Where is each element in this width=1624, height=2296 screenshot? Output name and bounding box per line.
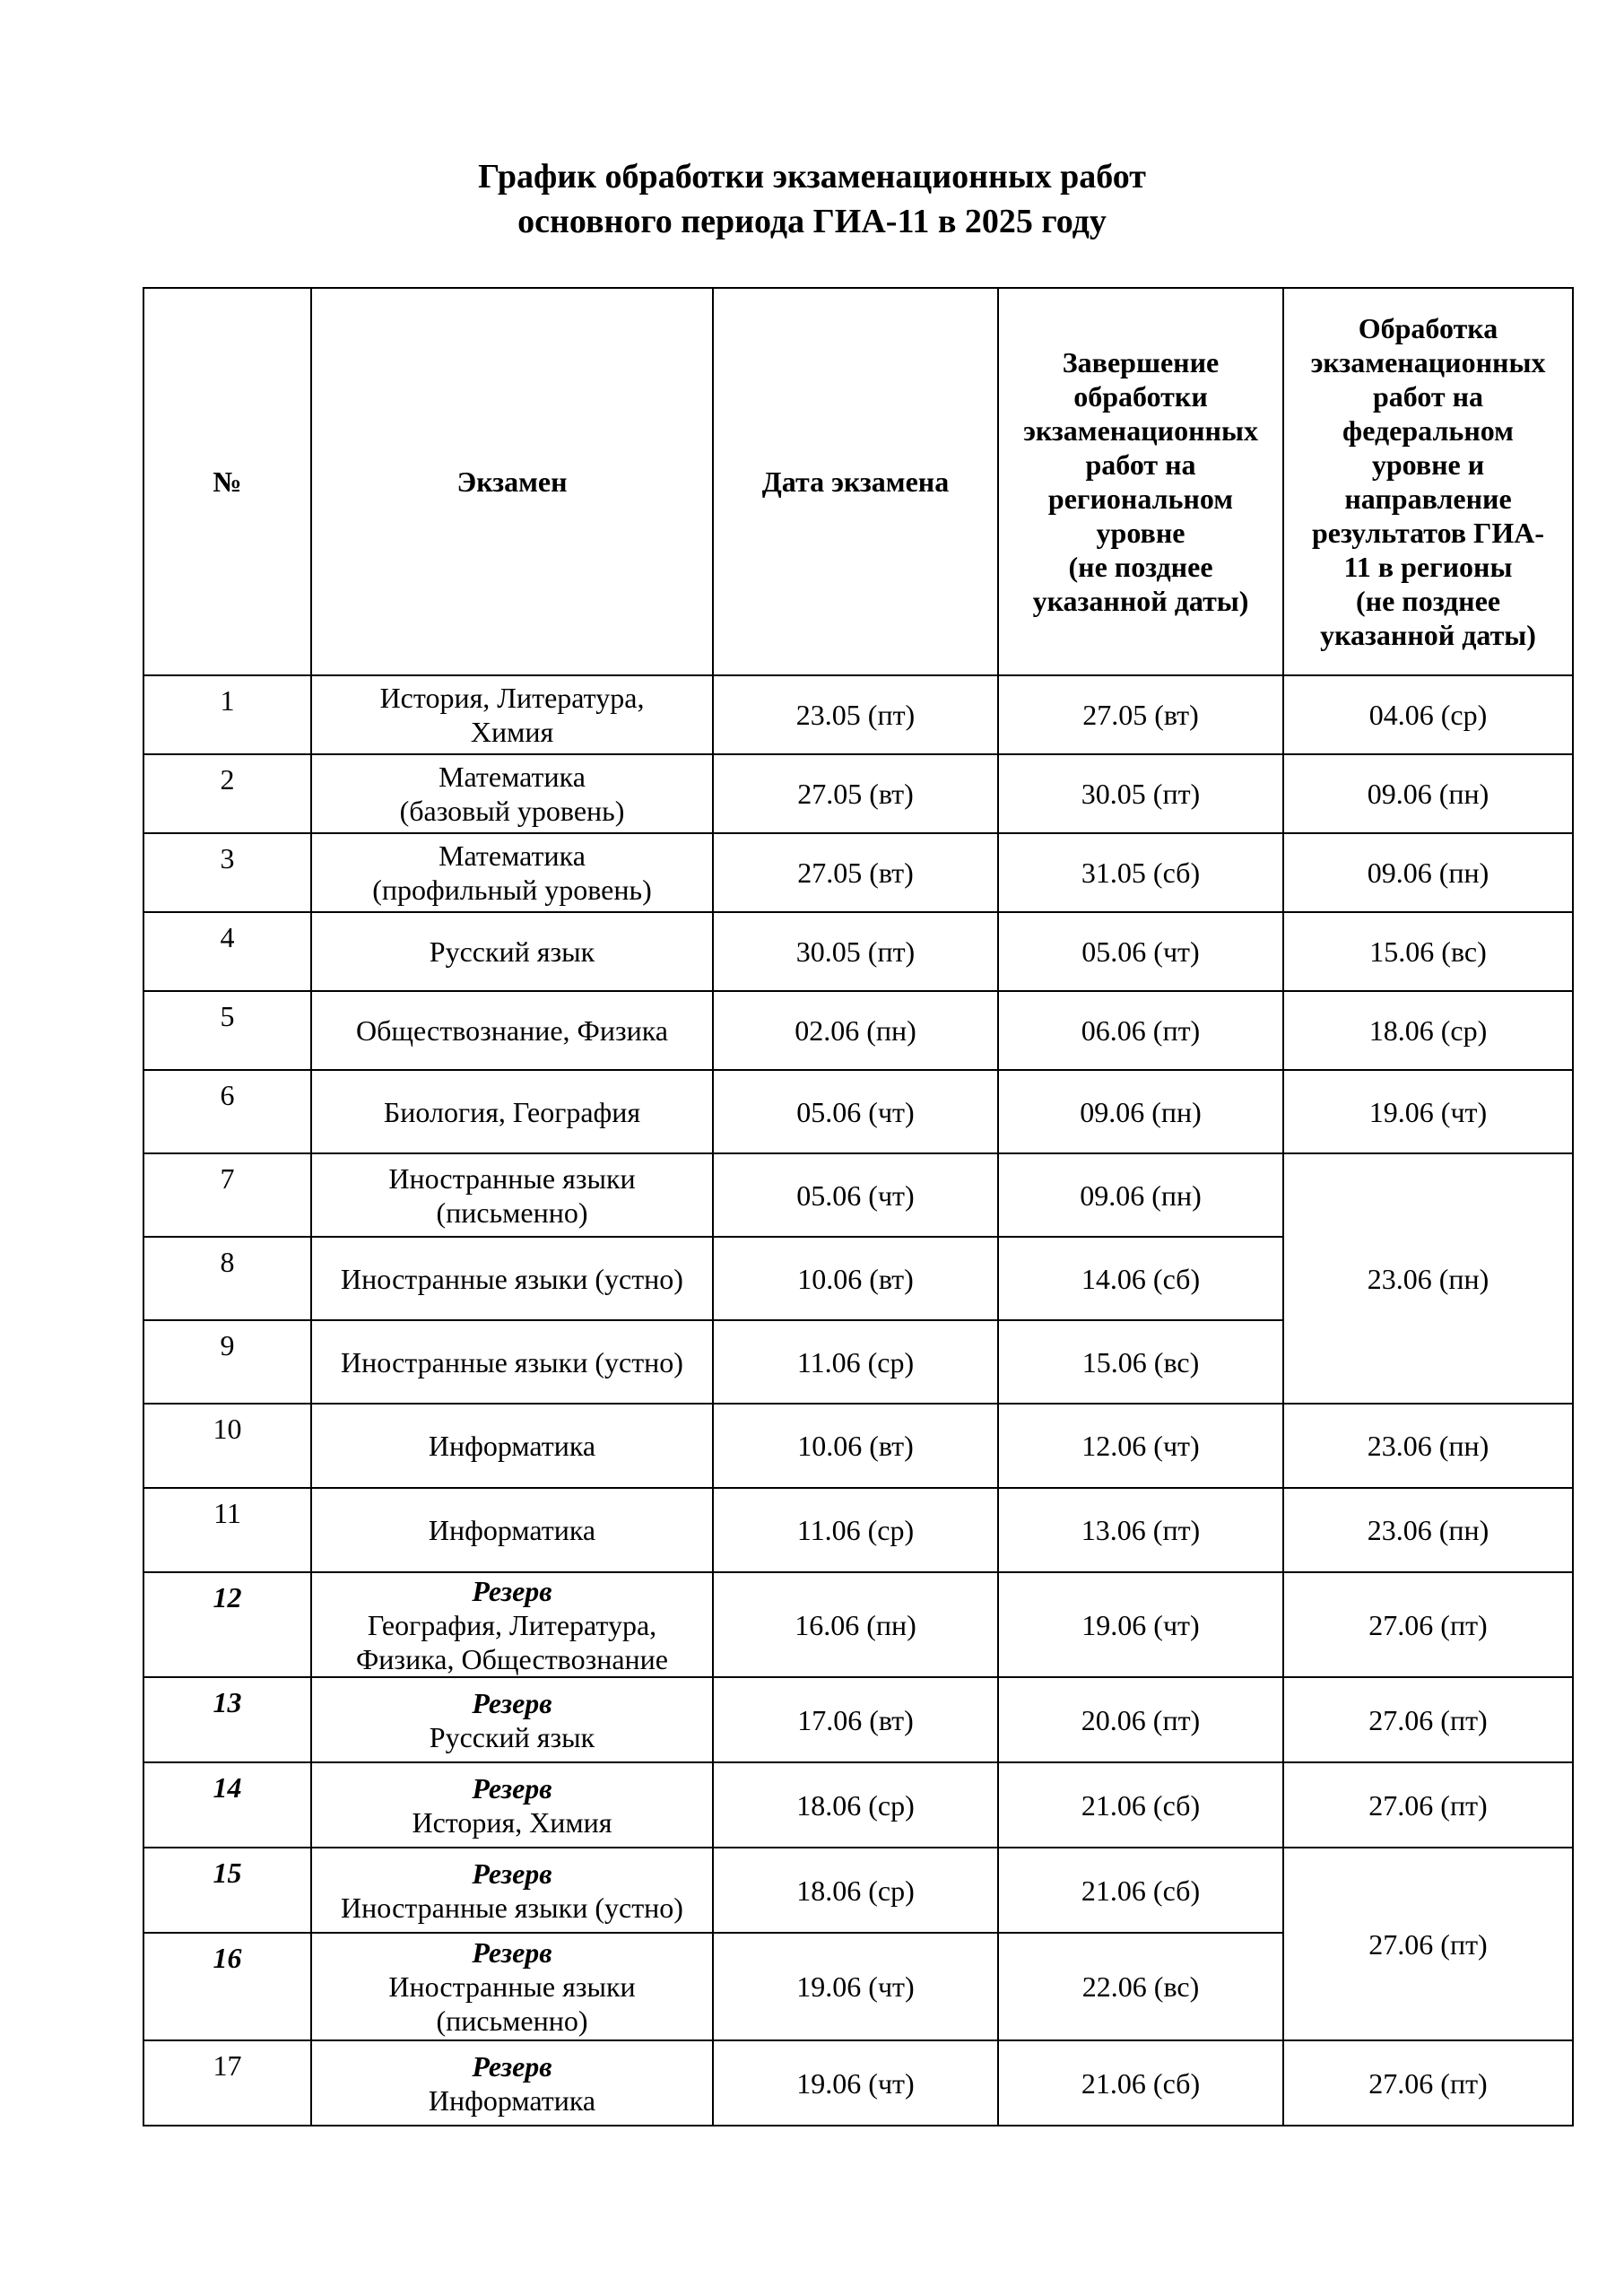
row-number-text: 1 (220, 684, 235, 717)
exam-date: 30.05 (пт) (713, 912, 998, 991)
table-row (143, 675, 1573, 754)
header-regional-line: уровне (1096, 517, 1185, 549)
exam-cell (311, 1153, 713, 1237)
row-number-text: 14 (213, 1771, 242, 1804)
row-number-text: 15 (213, 1857, 242, 1889)
header-federal-line: федеральном (1342, 414, 1514, 447)
federal-deadline: 19.06 (чт) (1283, 1070, 1573, 1153)
reserve-label: Резерв (472, 1686, 552, 1719)
reserve-label: Резерв (472, 1857, 552, 1890)
exam-date: 19.06 (чт) (713, 1933, 998, 2040)
header-federal (1283, 288, 1573, 675)
federal-deadline: 27.06 (пт) (1283, 2040, 1573, 2126)
exam-date: 18.06 (ср) (713, 1848, 998, 1933)
table-row (143, 2040, 1573, 2126)
exam-cell (311, 1320, 713, 1404)
federal-deadline: 23.06 (пн) (1283, 1404, 1573, 1488)
federal-deadline: 27.06 (пт) (1283, 1762, 1573, 1848)
exam-name-line: Иностранные языки (устно) (341, 1262, 683, 1295)
exam-cell (311, 991, 713, 1070)
row-number-text: 11 (213, 1497, 241, 1529)
header-federal-line: работ на (1372, 380, 1484, 413)
exam-date: 19.06 (чт) (713, 2040, 998, 2126)
exam-date: 11.06 (ср) (713, 1488, 998, 1572)
regional-deadline: 06.06 (пт) (998, 991, 1283, 1070)
regional-deadline: 21.06 (сб) (998, 2040, 1283, 2126)
header-federal-line: экзаменационных (1310, 346, 1546, 378)
title-line-2: основного периода ГИА-11 в 2025 году (517, 203, 1107, 240)
regional-deadline: 19.06 (чт) (998, 1572, 1283, 1677)
exam-date: 16.06 (пн) (713, 1572, 998, 1677)
row-number (143, 1762, 311, 1848)
regional-deadline: 21.06 (сб) (998, 1762, 1283, 1848)
exam-name-line: Математика (439, 839, 586, 872)
exam-date: 27.05 (вт) (713, 833, 998, 912)
exam-name-line: Русский язык (429, 935, 595, 968)
table-row (143, 1070, 1573, 1153)
table-row (143, 833, 1573, 912)
exam-date: 05.06 (чт) (713, 1153, 998, 1237)
exam-date: 10.06 (вт) (713, 1404, 998, 1488)
exam-name-line: Биология, География (383, 1095, 641, 1128)
regional-deadline: 12.06 (чт) (998, 1404, 1283, 1488)
exam-name-line: (письменно) (436, 1196, 588, 1229)
header-federal-line: указанной даты) (1320, 619, 1536, 651)
reserve-label: Резерв (472, 1936, 552, 1969)
exam-date: 02.06 (пн) (713, 991, 998, 1070)
exam-name-line: Физика, Обществознание (356, 1642, 668, 1675)
exam-date: 05.06 (чт) (713, 1070, 998, 1153)
exam-date: 17.06 (вт) (713, 1677, 998, 1762)
exam-name-line: География, Литература, (367, 1608, 657, 1641)
row-number (143, 991, 311, 1070)
exam-name-line: (базовый уровень) (399, 795, 625, 827)
exam-cell (311, 912, 713, 991)
title-line-1: График обработки экзаменационных работ (478, 158, 1146, 196)
header-federal-line: 11 в регионы (1343, 551, 1513, 583)
exam-cell (311, 1404, 713, 1488)
table-row (143, 1572, 1573, 1677)
exam-cell (311, 1070, 713, 1153)
header-regional-line: региональном (1047, 483, 1234, 515)
exam-cell (311, 2040, 713, 2126)
exam-cell (311, 1237, 713, 1320)
exam-name-line: Математика (439, 761, 586, 793)
header-row (143, 288, 1573, 675)
exam-cell (311, 754, 713, 833)
exam-date: 10.06 (вт) (713, 1237, 998, 1320)
regional-deadline: 27.05 (вт) (998, 675, 1283, 754)
table-row (143, 1488, 1573, 1572)
table-row (143, 1677, 1573, 1762)
exam-name-line: История, Химия (412, 1805, 612, 1839)
header-date: Дата экзамена (713, 288, 998, 675)
exam-name-line: Химия (470, 716, 554, 748)
regional-deadline: 15.06 (вс) (998, 1320, 1283, 1404)
exam-name-line: История, Литература, (379, 682, 645, 714)
header-regional-line: работ на (1085, 448, 1196, 481)
exam-cell (311, 1762, 713, 1848)
federal-deadline: 27.06 (пт) (1283, 1572, 1573, 1677)
exam-name-line: Информатика (428, 1430, 596, 1462)
row-number (143, 1404, 311, 1488)
exam-cell (311, 833, 713, 912)
table-row (143, 991, 1573, 1070)
exam-name-line: Иностранные языки (устно) (341, 1891, 683, 1924)
header-regional (998, 288, 1283, 675)
header-regional-line: (не позднее (1068, 551, 1213, 583)
exam-name-line: Информатика (428, 1514, 596, 1546)
exam-name-line: Иностранные языки (388, 1970, 636, 2003)
schedule-body (143, 675, 1573, 2126)
row-number-text: 3 (220, 842, 235, 874)
row-number-text: 5 (220, 1000, 235, 1032)
exam-name-line: (профильный уровень) (372, 874, 652, 906)
row-number (143, 1488, 311, 1572)
table-row (143, 1153, 1573, 1237)
header-federal-line: направление (1344, 483, 1512, 515)
regional-deadline: 05.06 (чт) (998, 912, 1283, 991)
row-number (143, 1237, 311, 1320)
row-number-text: 8 (220, 1246, 235, 1278)
exam-date: 18.06 (ср) (713, 1762, 998, 1848)
page-title (0, 154, 1624, 244)
header-federal-line: (не позднее (1355, 585, 1501, 617)
row-number-text: 9 (220, 1329, 235, 1361)
header-regional-line: Завершение (1062, 346, 1220, 378)
federal-deadline: 09.06 (пн) (1283, 754, 1573, 833)
federal-deadline: 09.06 (пн) (1283, 833, 1573, 912)
exam-cell (311, 675, 713, 754)
regional-deadline: 09.06 (пн) (998, 1153, 1283, 1237)
federal-deadline: 23.06 (пн) (1283, 1153, 1573, 1404)
regional-deadline: 13.06 (пт) (998, 1488, 1283, 1572)
row-number (143, 675, 311, 754)
regional-deadline: 20.06 (пт) (998, 1677, 1283, 1762)
header-federal-line: результатов ГИА- (1311, 517, 1545, 549)
exam-name-line: Иностранные языки (устно) (341, 1345, 683, 1378)
exam-date: 23.05 (пт) (713, 675, 998, 754)
reserve-label: Резерв (472, 1574, 552, 1607)
row-number (143, 1572, 311, 1677)
header-num: № (143, 288, 311, 675)
row-number (143, 912, 311, 991)
row-number-text: 13 (213, 1686, 242, 1718)
header-federal-line: Обработка (1358, 312, 1498, 344)
row-number-text: 6 (220, 1079, 235, 1111)
reserve-label: Резерв (472, 2049, 552, 2083)
federal-deadline: 23.06 (пн) (1283, 1488, 1573, 1572)
header-regional-line: экзаменационных (1023, 414, 1258, 447)
row-number-text: 2 (220, 763, 235, 796)
federal-deadline: 27.06 (пт) (1283, 1677, 1573, 1762)
federal-deadline: 18.06 (ср) (1283, 991, 1573, 1070)
regional-deadline: 31.05 (сб) (998, 833, 1283, 912)
row-number-text: 17 (213, 2049, 242, 2082)
row-number (143, 1320, 311, 1404)
row-number (143, 1677, 311, 1762)
row-number (143, 1848, 311, 1933)
exam-cell (311, 1572, 713, 1677)
table-row (143, 912, 1573, 991)
federal-deadline: 15.06 (вс) (1283, 912, 1573, 991)
table-row (143, 754, 1573, 833)
header-federal-line: уровне и (1371, 448, 1485, 481)
regional-deadline: 22.06 (вс) (998, 1933, 1283, 2040)
federal-deadline: 27.06 (пт) (1283, 1848, 1573, 2040)
exam-name-line: Русский язык (429, 1720, 595, 1753)
row-number (143, 1070, 311, 1153)
federal-deadline: 04.06 (ср) (1283, 675, 1573, 754)
schedule-table (143, 287, 1574, 2126)
row-number-text: 7 (220, 1162, 235, 1195)
exam-name-line: Информатика (428, 2083, 596, 2117)
row-number-text: 16 (213, 1942, 242, 1974)
row-number-text: 4 (220, 921, 235, 953)
header-regional-line: указанной даты) (1032, 585, 1249, 617)
header-regional-line: обработки (1073, 380, 1208, 413)
row-number (143, 1153, 311, 1237)
exam-date: 27.05 (вт) (713, 754, 998, 833)
header-exam: Экзамен (311, 288, 713, 675)
regional-deadline: 30.05 (пт) (998, 754, 1283, 833)
exam-cell (311, 1933, 713, 2040)
regional-deadline: 09.06 (пн) (998, 1070, 1283, 1153)
regional-deadline: 14.06 (сб) (998, 1237, 1283, 1320)
row-number-text: 12 (213, 1581, 242, 1613)
table-row (143, 1404, 1573, 1488)
row-number (143, 833, 311, 912)
table-row (143, 1848, 1573, 1933)
reserve-label: Резерв (472, 1771, 552, 1805)
exam-name-line: (письменно) (436, 2005, 588, 2037)
exam-name-line: Обществознание, Физика (356, 1014, 668, 1047)
exam-cell (311, 1488, 713, 1572)
exam-cell (311, 1677, 713, 1762)
row-number-text: 10 (213, 1413, 242, 1445)
exam-date: 11.06 (ср) (713, 1320, 998, 1404)
exam-cell (311, 1848, 713, 1933)
row-number (143, 754, 311, 833)
regional-deadline: 21.06 (сб) (998, 1848, 1283, 1933)
row-number (143, 2040, 311, 2126)
exam-name-line: Иностранные языки (388, 1161, 636, 1195)
row-number (143, 1933, 311, 2040)
table-row (143, 1762, 1573, 1848)
